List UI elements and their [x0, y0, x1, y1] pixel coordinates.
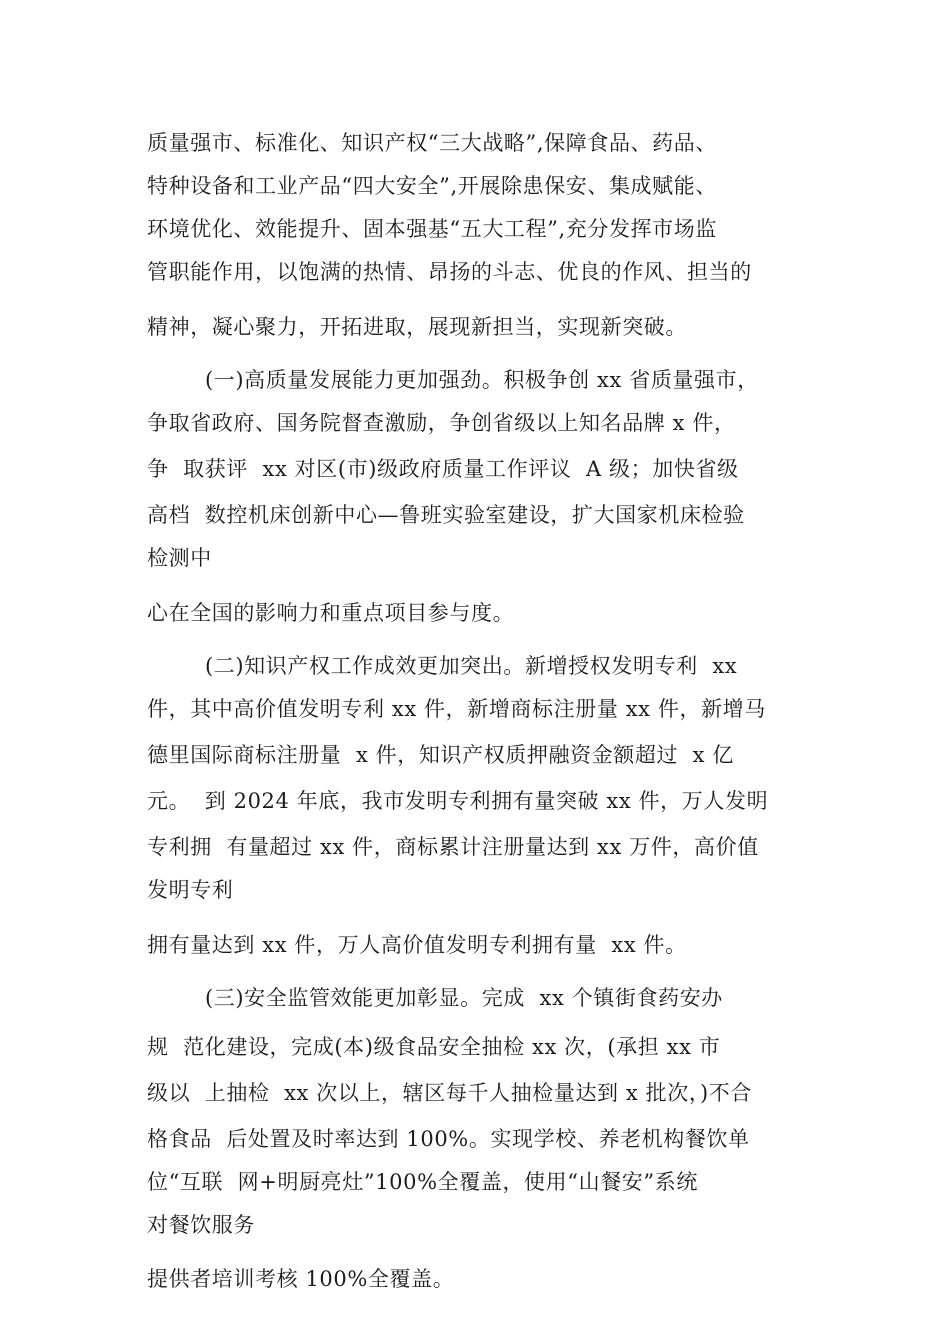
text-line: 特种设备和工业产品“四大安全”,开展除患保安、集成赋能、: [147, 174, 717, 198]
paragraph-1-heading-line: (一)高质量发展能力更加强劲。积极争创 xx 省质量强市，: [205, 368, 759, 392]
text-line: 争 取获评 xx 对区(市)级政府质量工作评议 A 级；加快省级: [147, 457, 739, 481]
text-line: 环境优化、效能提升、固本强基“五大工程”,充分发挥市场监: [147, 217, 717, 241]
text-line: 规 范化建设，完成(本)级食品安全抽检 xx 次，(承担 xx 市: [147, 1035, 721, 1059]
paragraph-3-heading-line: (三)安全监管效能更加彰显。完成 xx 个镇街食药安办: [205, 986, 723, 1010]
text-line: 件，其中高价值发明专利 xx 件，新增商标注册量 xx 件，新增马: [147, 697, 766, 721]
text-line: 专利拥 有量超过 xx 件，商标累计注册量达到 xx 万件，高价值: [147, 835, 759, 859]
text-line: 心在全国的影响力和重点项目参与度。: [147, 601, 515, 625]
text-line: 格食品 后处置及时率达到 100%。实现学校、养老机构餐饮单: [147, 1127, 750, 1151]
paragraph-2-heading-line: (二)知识产权工作成效更加突出。新增授权发明专利 xx: [205, 654, 738, 678]
text-line: 拥有量达到 xx 件，万人高价值发明专利拥有量 xx 件。: [147, 933, 687, 957]
text-line: 精神，凝心聚力，开拓进取，展现新担当，实现新突破。: [147, 315, 687, 339]
text-line: 元。 到 2024 年底，我市发明专利拥有量突破 xx 件，万人发明: [147, 789, 769, 813]
text-line: 提供者培训考核 100%全覆盖。: [147, 1267, 455, 1291]
text-line: 发明专利: [147, 878, 234, 902]
text-line: 高档 数控机床创新中心—鲁班实验室建设，扩大国家机床检验: [147, 503, 745, 527]
text-line: 德里国际商标注册量 x 件，知识产权质押融资金额超过 x 亿: [147, 743, 734, 767]
text-line: 对餐饮服务: [147, 1213, 255, 1237]
text-line: 管职能作用，以饱满的热情、昂扬的斗志、优良的作风、担当的: [147, 260, 752, 284]
text-line: 争取省政府、国务院督查激励，争创省级以上知名品牌 x 件，: [147, 411, 736, 435]
text-line: 检测中: [147, 546, 212, 570]
text-line: 级以 上抽检 xx 次以上，辖区每千人抽检量达到 x 批次，)不合: [147, 1081, 752, 1105]
text-line: 位“互联 网+明厨亮灶”100%全覆盖，使用“山餐安”系统: [147, 1170, 698, 1194]
text-line: 质量强市、标准化、知识产权“三大战略”,保障食品、药品、: [147, 131, 717, 155]
